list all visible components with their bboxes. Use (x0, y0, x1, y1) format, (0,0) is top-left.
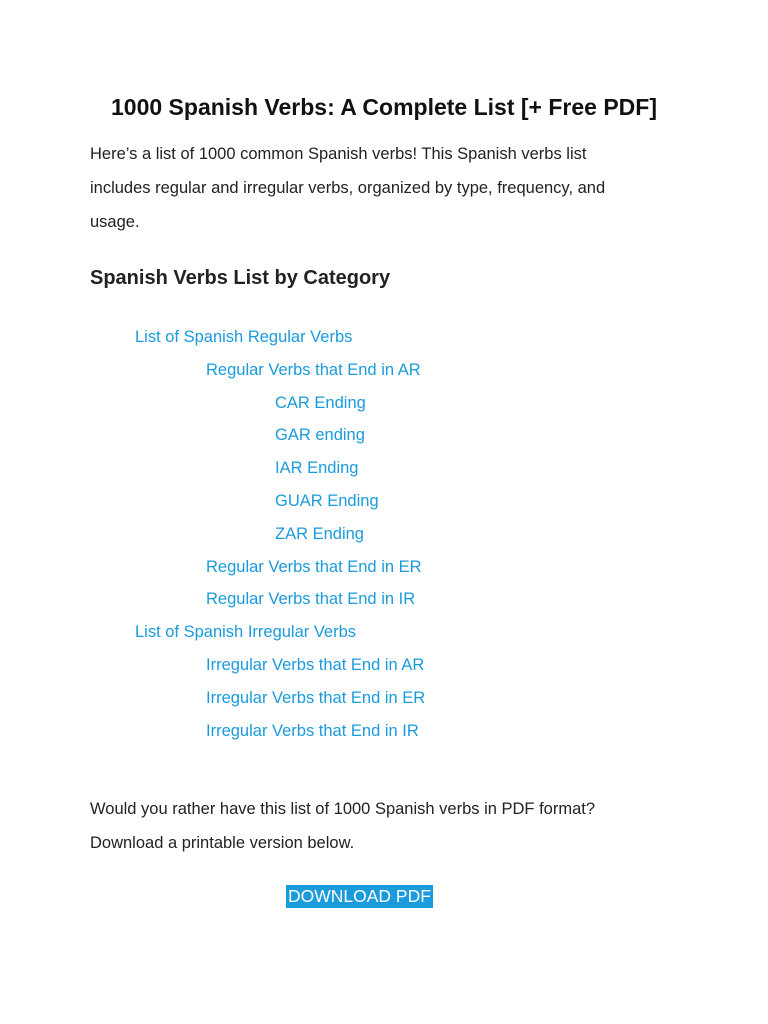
toc-link-irregular-ir[interactable]: Irregular Verbs that End in IR (206, 721, 419, 740)
toc-link-irregular-er[interactable]: Irregular Verbs that End in ER (206, 688, 426, 707)
download-pdf-button[interactable]: DOWNLOAD PDF (288, 886, 431, 906)
toc-item (0, 357, 425, 390)
intro-paragraph (90, 137, 650, 239)
toc-link-regular-ir[interactable]: Regular Verbs that End in IR (206, 590, 416, 609)
toc-link-car-ending[interactable]: CAR Ending (275, 393, 366, 412)
toc-item (0, 586, 425, 619)
toc-link-regular-ar[interactable]: Regular Verbs that End in AR (206, 360, 421, 379)
toc-item (0, 455, 425, 488)
toc-item (0, 488, 425, 521)
intro-line: includes regular and irregular verbs, organized by type, frequency, and (90, 179, 606, 197)
toc-link-regular-verbs[interactable]: List of Spanish Regular Verbs (135, 328, 353, 346)
download-paragraph (90, 792, 690, 860)
toc-link-regular-er[interactable]: Regular Verbs that End in ER (206, 557, 422, 576)
toc-link-irregular-verbs[interactable]: List of Spanish Irregular Verbs (135, 623, 357, 642)
section-heading: Spanish Verbs List by Category (90, 267, 391, 289)
toc-link-guar-ending[interactable]: GUAR Ending (275, 491, 379, 510)
toc-item (0, 718, 425, 751)
toc-item (0, 422, 425, 455)
download-line: Download a printable version below. (90, 834, 355, 852)
toc-link-irregular-ar[interactable]: Irregular Verbs that End in AR (206, 655, 425, 674)
toc-link-zar-ending[interactable]: ZAR Ending (275, 524, 364, 543)
toc-item (0, 619, 425, 652)
toc-item (0, 685, 425, 718)
table-of-contents (0, 324, 425, 750)
toc-item (0, 390, 425, 423)
toc-link-iar-ending[interactable]: IAR Ending (275, 459, 359, 478)
toc-item (0, 554, 425, 587)
download-line: Would you rather have this list of 1000 Spanish verbs in PDF format? (90, 800, 596, 818)
page-title: 1000 Spanish Verbs: A Complete List [+ Free PDF] (111, 94, 657, 120)
intro-line: Here’s a list of 1000 common Spanish verbs! This Spanish verbs list (90, 145, 587, 163)
toc-item (0, 652, 425, 685)
intro-line: usage. (90, 213, 140, 231)
toc-item (0, 324, 425, 357)
toc-item (0, 521, 425, 554)
toc-link-gar-ending[interactable]: GAR ending (275, 426, 365, 445)
